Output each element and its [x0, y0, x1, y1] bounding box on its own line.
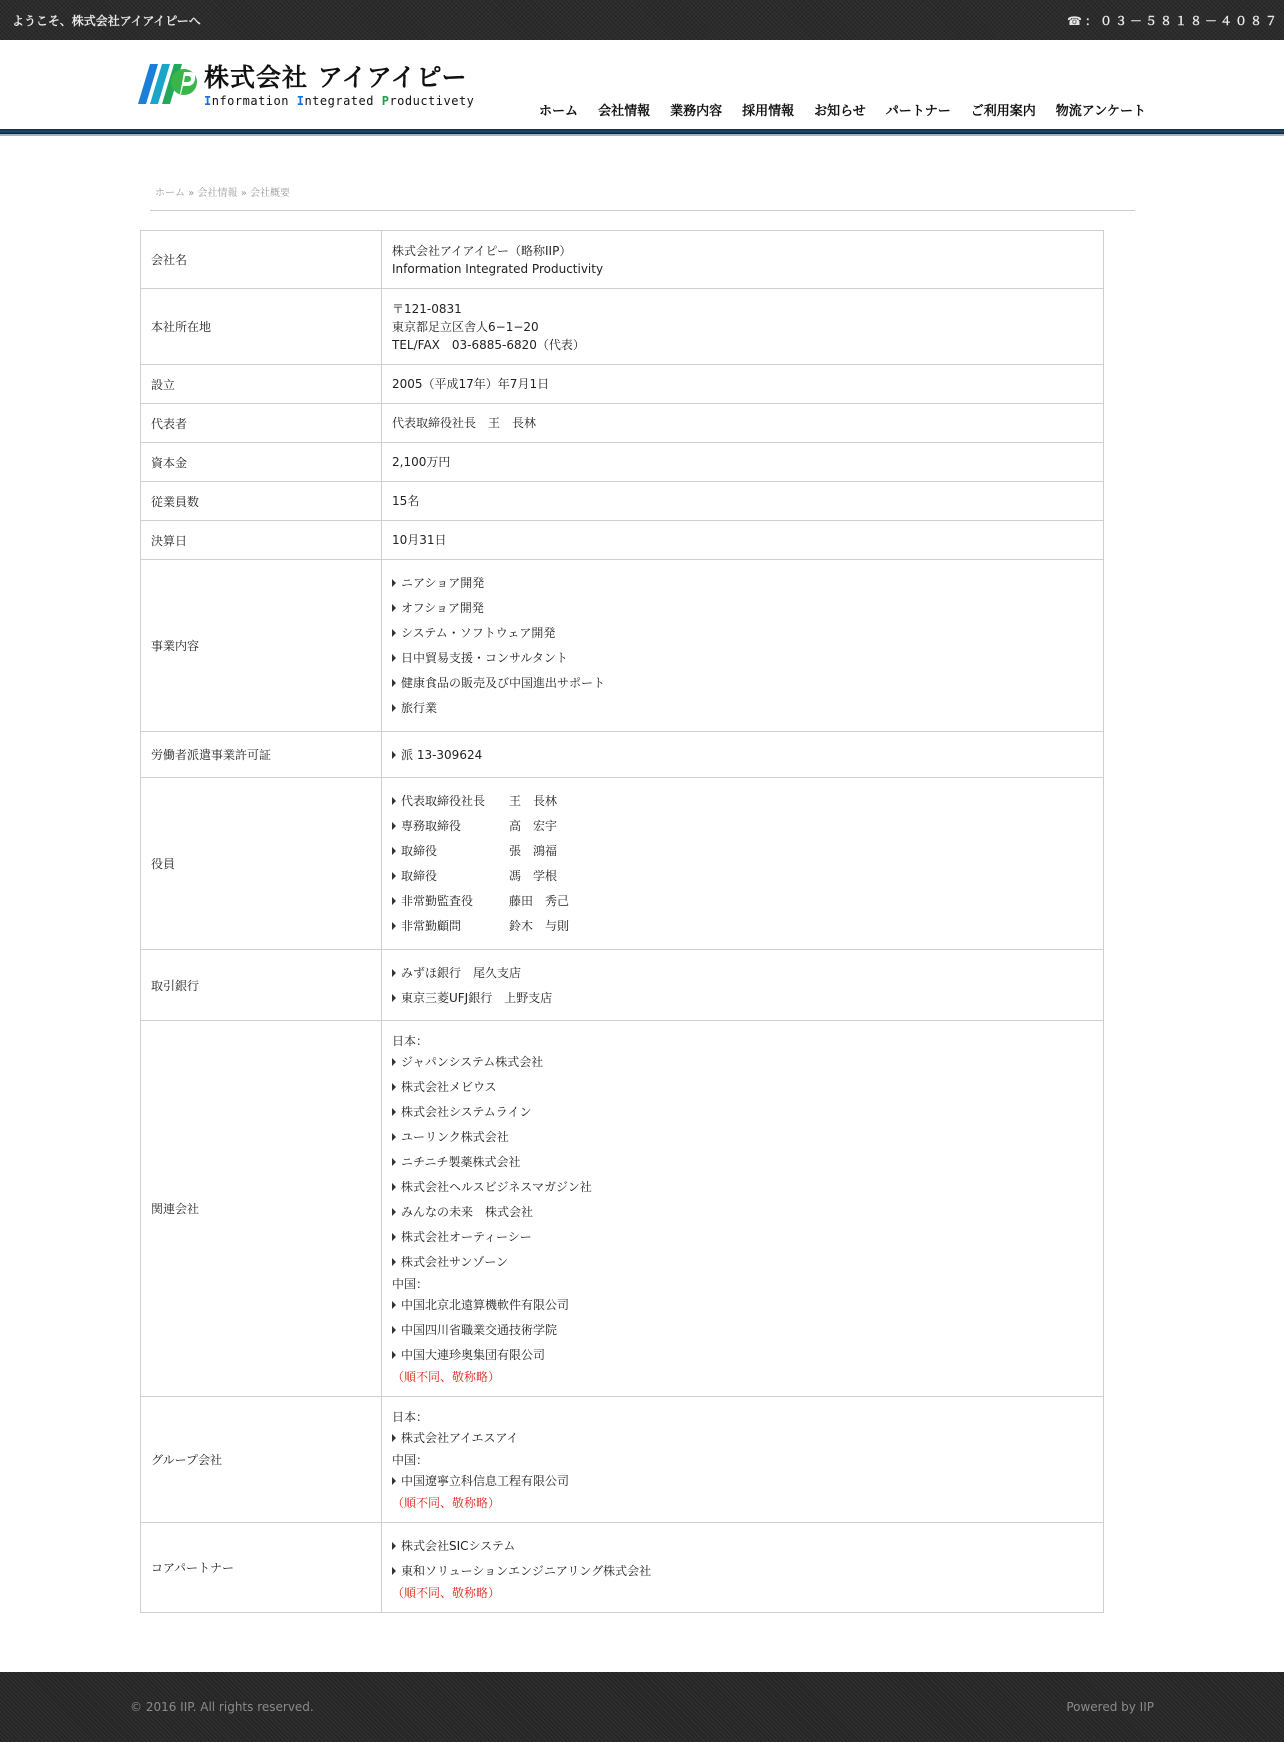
officer-name: 張 鴻福: [509, 844, 558, 858]
row-label: 事業内容: [141, 560, 382, 732]
list-item-text: 日中貿易支援・コンサルタント: [401, 651, 568, 665]
nav-business[interactable]: 業務内容: [670, 104, 723, 119]
company-item: [392, 1469, 1093, 1494]
company-item: [392, 1075, 1093, 1100]
breadcrumb-home-link[interactable]: ホーム: [155, 188, 185, 199]
bullet-arrow-icon: [392, 1351, 396, 1359]
company-item: [392, 1200, 1093, 1225]
row-label: 関連会社: [141, 1021, 382, 1397]
list-item-text: ユーリンク株式会社: [401, 1130, 509, 1144]
company-item: [392, 1100, 1093, 1125]
bullet-arrow-icon: [392, 1083, 396, 1091]
bullet-arrow-icon: [392, 1208, 396, 1216]
row-label: 役員: [141, 778, 382, 950]
value-line: 東京都足立区舎人6−1−20: [392, 319, 539, 334]
list-item: [392, 646, 1093, 671]
table-row: [141, 950, 1104, 1021]
main-nav: [539, 100, 1146, 119]
company-item: [392, 1318, 1093, 1343]
row-value: [382, 778, 1104, 950]
nav-guide[interactable]: ご利用案内: [970, 104, 1036, 119]
officer-item: [392, 914, 1093, 939]
nav-survey[interactable]: 物流アンケート: [1055, 104, 1146, 119]
breadcrumb-divider: [150, 210, 1135, 211]
nav-recruit[interactable]: 採用情報: [742, 104, 795, 119]
value-line: 株式会社アイアイピー（略称IIP）: [392, 243, 572, 258]
bullet-arrow-icon: [392, 822, 396, 830]
list-item-text: 株式会社メビウス: [401, 1080, 497, 1094]
list-item-text: システム・ソフトウェア開発: [401, 626, 556, 640]
officer-name: 馮 学根: [509, 869, 558, 883]
bullet-arrow-icon: [392, 797, 396, 805]
list-item-text: ニアショア開発: [401, 576, 485, 590]
bullet-arrow-icon: [392, 897, 396, 905]
bullet-arrow-icon: [392, 847, 396, 855]
list-item-text: 中国大連珍奥集団有限公司: [401, 1348, 546, 1362]
officer-title: 非常勤顧問: [401, 919, 462, 933]
bullet-arrow-icon: [392, 1567, 396, 1575]
list-item-text: 中国北京北遠算機軟件有限公司: [401, 1298, 570, 1312]
bullet-arrow-icon: [392, 751, 396, 759]
value-line: TEL/FAX 03-6885-6820（代表）: [392, 337, 585, 352]
row-label: 本社所在地: [141, 289, 382, 365]
row-value: [382, 482, 1104, 521]
row-value: [382, 950, 1104, 1021]
officer-item: [392, 814, 1093, 839]
value-line: Information Integrated Productivity: [392, 261, 604, 276]
row-value: [382, 732, 1104, 778]
breadcrumb-current: 会社概要: [250, 188, 290, 199]
top-bar: [0, 0, 1284, 40]
breadcrumb-separator: »: [240, 188, 247, 199]
row-label: コアパートナー: [141, 1523, 382, 1613]
note-text: （順不同、敬称略）: [392, 1369, 501, 1384]
list-item: [392, 621, 1093, 646]
list-item: [392, 985, 1093, 1010]
bullet-arrow-icon: [392, 1233, 396, 1241]
company-item: [392, 1125, 1093, 1150]
row-label: 資本金: [141, 443, 382, 482]
officer-title: 専務取締役: [401, 819, 462, 833]
table-row: [141, 732, 1104, 778]
value-line: 〒121-0831: [392, 301, 462, 316]
value-line: 代表取締役社長 王 長林: [392, 416, 537, 430]
list-item: [392, 571, 1093, 596]
table-row: [141, 365, 1104, 404]
welcome-text: ようこそ、株式会社アイアイピーへ: [12, 14, 201, 28]
company-item: [392, 1250, 1093, 1275]
list-item: [392, 596, 1093, 621]
officer-name: 藤田 秀己: [509, 894, 570, 908]
breadcrumb-section-link[interactable]: 会社情報: [197, 188, 238, 199]
table-row: [141, 560, 1104, 732]
bullet-arrow-icon: [392, 1183, 396, 1191]
list-item: [392, 1534, 1093, 1559]
row-label: 取引銀行: [141, 950, 382, 1021]
group-label: 日本：: [392, 1033, 429, 1048]
nav-news[interactable]: お知らせ: [814, 104, 866, 119]
list-item-text: 中国遼寧立科信息工程有限公司: [401, 1474, 570, 1488]
company-item: [392, 1225, 1093, 1250]
nav-divider-highlight: [0, 134, 1284, 136]
value-line: 2005（平成17年）年7月1日: [392, 377, 550, 391]
list-item: [392, 1559, 1093, 1584]
company-item: [392, 1150, 1093, 1175]
officer-name: 高 宏宇: [509, 819, 558, 833]
list-item-text: 旅行業: [401, 701, 438, 715]
phone-number: ☎：０３－５８１８－４０８７: [1067, 14, 1280, 28]
table-row: [141, 521, 1104, 560]
officer-item: [392, 889, 1093, 914]
row-label: 決算日: [141, 521, 382, 560]
table-row: [141, 1021, 1104, 1397]
bullet-arrow-icon: [392, 1133, 396, 1141]
officer-title: 取締役: [401, 869, 438, 883]
group-label: 中国：: [392, 1452, 429, 1467]
row-value: [382, 1523, 1104, 1613]
value-line: 2,100万円: [392, 455, 451, 469]
table-row: [141, 778, 1104, 950]
row-label: 設立: [141, 365, 382, 404]
list-item: [392, 696, 1093, 721]
list-item-text: オフショア開発: [401, 601, 484, 615]
table-row: [141, 482, 1104, 521]
list-item-text: ニチニチ製薬株式会社: [401, 1155, 521, 1169]
row-label: グループ会社: [141, 1397, 382, 1523]
list-item-text: 株式会社SICシステム: [401, 1539, 516, 1553]
officer-title: 非常勤監査役: [401, 894, 474, 908]
row-label: 会社名: [141, 231, 382, 289]
list-item: [392, 742, 1093, 767]
company-logo[interactable]: [136, 56, 475, 114]
bullet-arrow-icon: [392, 579, 396, 587]
bullet-arrow-icon: [392, 654, 396, 662]
bullet-arrow-icon: [392, 604, 396, 612]
footer: [0, 1672, 1284, 1742]
row-label: 従業員数: [141, 482, 382, 521]
row-value: [382, 231, 1104, 289]
list-item-text: 株式会社サンゾーン: [401, 1255, 509, 1269]
list-item-text: 株式会社オーティーシー: [401, 1230, 532, 1244]
company-item: [392, 1050, 1093, 1075]
list-item: [392, 960, 1093, 985]
list-item-text: 東和ソリューションエンジニアリング株式会社: [401, 1564, 652, 1578]
list-item-text: 東京三菱UFJ銀行 上野支店: [401, 990, 553, 1005]
company-item: [392, 1343, 1093, 1368]
bullet-arrow-icon: [392, 1108, 396, 1116]
bullet-arrow-icon: [392, 1542, 396, 1550]
copyright-text: © 2016 IIP. All rights reserved.: [130, 1700, 314, 1714]
nav-company-info[interactable]: 会社情報: [598, 104, 651, 119]
officer-item: [392, 789, 1093, 814]
bullet-arrow-icon: [392, 969, 396, 977]
list-item-text: みんなの未来 株式会社: [401, 1205, 534, 1219]
group-label: 日本：: [392, 1409, 429, 1424]
list-item-text: 健康食品の販売及び中国進出サポート: [401, 676, 606, 690]
bullet-arrow-icon: [392, 1158, 396, 1166]
officer-name: 王 長林: [509, 794, 558, 808]
table-row: [141, 1523, 1104, 1613]
note-text: （順不同、敬称略）: [392, 1495, 501, 1510]
list-item-text: 中国四川省職業交通技術学院: [401, 1323, 558, 1337]
logo-mark-icon: [136, 60, 200, 106]
row-value: [382, 560, 1104, 732]
list-item-text: みずほ銀行 尾久支店: [401, 965, 522, 980]
value-line: 10月31日: [392, 533, 447, 547]
row-value: [382, 289, 1104, 365]
row-value: [382, 443, 1104, 482]
row-value: [382, 404, 1104, 443]
bullet-arrow-icon: [392, 1258, 396, 1266]
bullet-arrow-icon: [392, 872, 396, 880]
company-item: [392, 1426, 1093, 1451]
list-item-text: 派 13-309624: [401, 747, 483, 762]
list-item: [392, 671, 1093, 696]
list-item-text: ジャパンシステム株式会社: [401, 1055, 544, 1069]
company-item: [392, 1293, 1093, 1318]
officer-item: [392, 839, 1093, 864]
note-text: （順不同、敬称略）: [392, 1585, 501, 1600]
row-label: 代表者: [141, 404, 382, 443]
powered-by-text: Powered by IIP: [1066, 1700, 1154, 1714]
row-value: [382, 365, 1104, 404]
bullet-arrow-icon: [392, 994, 396, 1002]
table-row: [141, 289, 1104, 365]
nav-partner[interactable]: パートナー: [885, 104, 951, 119]
officer-name: 鈴木 与則: [509, 919, 570, 933]
bullet-arrow-icon: [392, 704, 396, 712]
bullet-arrow-icon: [392, 1434, 396, 1442]
row-value: [382, 1021, 1104, 1397]
logo-title: 株式会社 アイアイピー: [204, 63, 468, 92]
breadcrumb: [155, 184, 290, 199]
breadcrumb-separator: »: [188, 188, 195, 199]
officer-title: 取締役: [401, 844, 438, 858]
list-item-text: 株式会社システムライン: [401, 1105, 532, 1119]
row-value: [382, 1397, 1104, 1523]
bullet-arrow-icon: [392, 922, 396, 930]
bullet-arrow-icon: [392, 1477, 396, 1485]
value-line: 15名: [392, 494, 420, 508]
officer-item: [392, 864, 1093, 889]
logo-subtitle: Information Integrated Productivety: [204, 94, 475, 108]
group-label: 中国：: [392, 1276, 429, 1291]
table-row: [141, 231, 1104, 289]
bullet-arrow-icon: [392, 1301, 396, 1309]
table-row: [141, 1397, 1104, 1523]
bullet-arrow-icon: [392, 679, 396, 687]
bullet-arrow-icon: [392, 1326, 396, 1334]
row-label: 労働者派遣事業許可証: [141, 732, 382, 778]
bullet-arrow-icon: [392, 1058, 396, 1066]
nav-home[interactable]: ホーム: [539, 104, 579, 119]
company-info-table: [140, 230, 1104, 1613]
list-item-text: 株式会社ヘルスビジネスマガジン社: [401, 1180, 592, 1194]
company-item: [392, 1175, 1093, 1200]
row-value: [382, 521, 1104, 560]
bullet-arrow-icon: [392, 629, 396, 637]
table-row: [141, 404, 1104, 443]
table-row: [141, 443, 1104, 482]
officer-title: 代表取締役社長: [401, 794, 486, 808]
list-item-text: 株式会社アイエスアイ: [401, 1431, 519, 1445]
